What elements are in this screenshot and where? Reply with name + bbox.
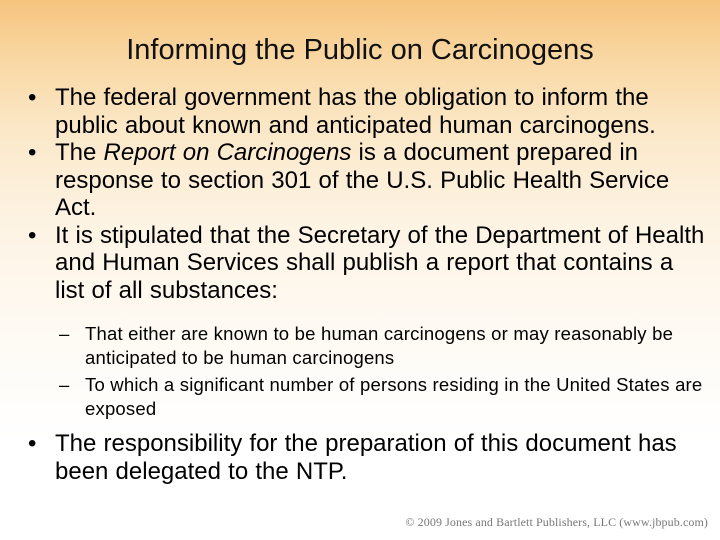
bullet-list [28,84,708,485]
slide-title: Informing the Public on Carcinogens [126,34,594,66]
bullet-marker: • [28,221,37,249]
copyright-notice: © 2009 Jones and Bartlett Publishers, LLC (www.jbpub.com) [405,515,708,529]
bullet-marker: • [28,84,37,111]
sub-bullet-2-text: To which a significant number of persons residing in the United States are exposed [85,374,703,419]
sub-bullet-1 [28,322,708,369]
bullet-2 [28,139,708,222]
sub-bullet-marker: – [59,374,70,395]
bullet-marker: • [28,430,37,457]
sub-bullet-1-text: That either are known to be human carcinogens or may reasonably be anticipated to be human carcinogens [85,323,674,368]
bullet-1 [28,84,708,139]
bullet-1-text: The federal government has the obligation to inform the public about known and anticipated human carcinogens. [55,84,656,139]
bullet-marker: • [28,139,37,166]
sub-bullet-marker: – [59,323,70,344]
bullet-3 [28,222,708,305]
bullet-2-text-before: The [55,139,104,166]
bullet-2-text-after: is a document prepared in response to section 301 of the U.S. Public Health Service Act. [55,139,670,221]
sub-bullet-2 [28,373,708,420]
bullet-2-italic-title: Report on Carcinogens [103,139,352,166]
bullet-4-text: The responsibility for the preparation of this document has been delegated to the NTP. [55,430,677,485]
bullet-3-text: It is stipulated that the Secretary of the Department of Health and Human Services shall publish a report that contains a list of all substances: [55,221,705,304]
bullet-4 [28,430,708,485]
